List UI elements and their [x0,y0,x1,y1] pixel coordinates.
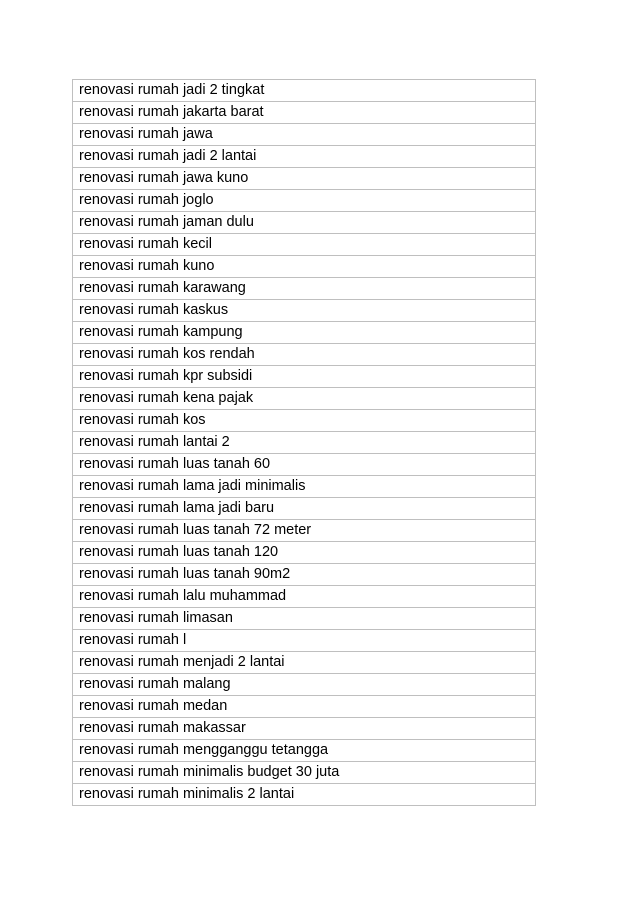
table-row [73,674,536,696]
table-cell: renovasi rumah kpr subsidi [73,366,536,388]
keyword-table-body [73,80,536,806]
table-row [73,432,536,454]
table-cell: renovasi rumah kaskus [73,300,536,322]
table-row [73,740,536,762]
table-cell: renovasi rumah luas tanah 90m2 [73,564,536,586]
table-row [73,762,536,784]
table-row [73,278,536,300]
table-row [73,344,536,366]
table-cell: renovasi rumah joglo [73,190,536,212]
table-cell: renovasi rumah jawa kuno [73,168,536,190]
table-row [73,630,536,652]
table-row [73,498,536,520]
table-cell: renovasi rumah kampung [73,322,536,344]
table-cell: renovasi rumah luas tanah 60 [73,454,536,476]
table-cell: renovasi rumah lama jadi minimalis [73,476,536,498]
table-cell: renovasi rumah jaman dulu [73,212,536,234]
table-row [73,652,536,674]
table-cell: renovasi rumah minimalis budget 30 juta [73,762,536,784]
table-cell: renovasi rumah medan [73,696,536,718]
table-row [73,410,536,432]
table-row [73,696,536,718]
table-cell: renovasi rumah karawang [73,278,536,300]
table-row [73,476,536,498]
table-row [73,608,536,630]
table-cell: renovasi rumah jawa [73,124,536,146]
table-row [73,234,536,256]
table-cell: renovasi rumah jadi 2 lantai [73,146,536,168]
table-cell: renovasi rumah kena pajak [73,388,536,410]
table-row [73,388,536,410]
table-cell: renovasi rumah jadi 2 tingkat [73,80,536,102]
table-cell: renovasi rumah malang [73,674,536,696]
table-row [73,168,536,190]
table-cell: renovasi rumah menjadi 2 lantai [73,652,536,674]
table-row [73,366,536,388]
table-row [73,586,536,608]
table-cell: renovasi rumah lantai 2 [73,432,536,454]
table-row [73,212,536,234]
table-cell: renovasi rumah luas tanah 120 [73,542,536,564]
table-row [73,784,536,806]
table-cell: renovasi rumah luas tanah 72 meter [73,520,536,542]
table-cell: renovasi rumah l [73,630,536,652]
table-cell: renovasi rumah lalu muhammad [73,586,536,608]
table-cell: renovasi rumah jakarta barat [73,102,536,124]
table-row [73,80,536,102]
table-row [73,124,536,146]
table-row [73,454,536,476]
table-row [73,256,536,278]
table-cell: renovasi rumah makassar [73,718,536,740]
keyword-table [72,79,536,806]
table-cell: renovasi rumah lama jadi baru [73,498,536,520]
table-row [73,542,536,564]
table-cell: renovasi rumah kos [73,410,536,432]
table-row [73,102,536,124]
table-row [73,190,536,212]
table-row [73,322,536,344]
table-cell: renovasi rumah kecil [73,234,536,256]
table-row [73,146,536,168]
table-cell: renovasi rumah limasan [73,608,536,630]
table-row [73,300,536,322]
table-cell: renovasi rumah mengganggu tetangga [73,740,536,762]
table-cell: renovasi rumah kuno [73,256,536,278]
table-row [73,718,536,740]
table-row [73,520,536,542]
table-cell: renovasi rumah minimalis 2 lantai [73,784,536,806]
table-row [73,564,536,586]
table-cell: renovasi rumah kos rendah [73,344,536,366]
